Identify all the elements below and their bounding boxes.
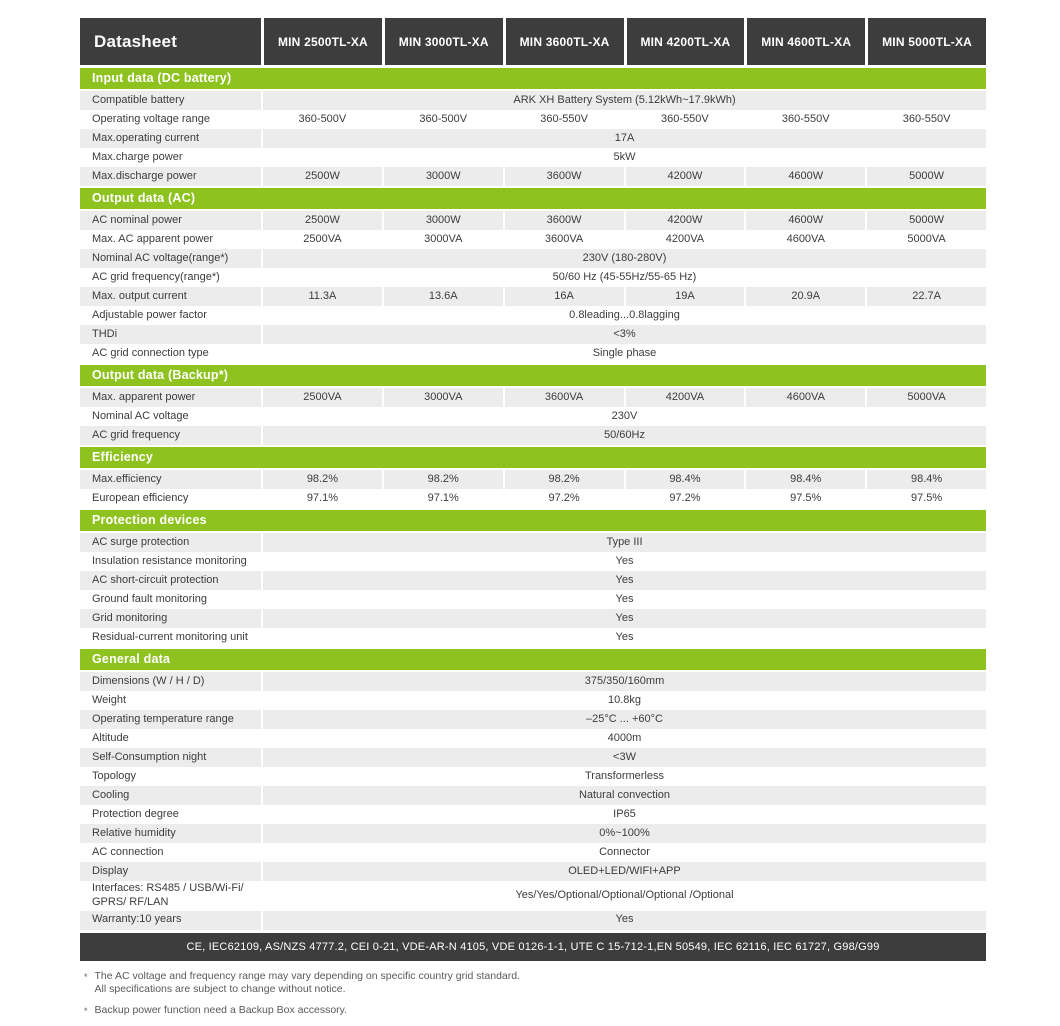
spec-value: 4200W [626,211,745,230]
spec-label: Adjustable power factor [92,308,207,321]
spec-label: Compatible battery [80,91,261,110]
table-row [80,881,986,911]
table-row [80,672,986,691]
section-header: Input data (DC battery) [80,68,986,89]
table-row [80,533,986,552]
asterisk-marker: * [84,971,88,982]
spec-value: 22.7A [867,287,986,306]
spec-value: 97.1% [427,491,459,504]
datasheet-table [80,18,986,1026]
table-row [80,824,986,843]
spec-value: 13.6A [384,287,503,306]
spec-value: 98.4% [626,470,745,489]
spec-value-span: 10.8kg [607,693,642,706]
table-row [80,590,986,609]
spec-value: 98.2% [505,470,624,489]
table-row [80,805,986,824]
model-header-cell: MIN 4600TL-XA [747,18,865,65]
model-header-cell: MIN 2500TL-XA [264,18,382,65]
spec-value: 4200VA [665,232,705,245]
table-row [80,426,986,445]
footnote-lines [95,1004,348,1018]
model-header-cell: MIN 3000TL-XA [385,18,503,65]
spec-label: Relative humidity [80,824,261,843]
table-row [80,407,986,426]
spec-value-span: Yes [263,911,986,930]
spec-value-span: –25°C ... +60°C [263,710,986,729]
spec-label: AC connection [92,845,164,858]
spec-label: Max.operating current [80,129,261,148]
spec-label: Max.charge power [92,150,183,163]
spec-value: 5000W [867,167,986,186]
spec-value: 16A [505,287,624,306]
spec-label: AC grid connection type [92,346,209,359]
table-row [80,306,986,325]
spec-value: 3600W [505,211,624,230]
datasheet-title: Datasheet [80,18,261,65]
spec-label: Operating voltage range [92,112,211,125]
spec-label: AC grid frequency [80,426,261,445]
spec-label: Warranty:10 years [80,911,261,930]
spec-label: Operating temperature range [80,710,261,729]
spec-value: 3000W [384,211,503,230]
table-row [80,552,986,571]
spec-value: 2500VA [303,232,342,245]
spec-value-span: 230V (180-280V) [263,249,986,268]
spec-label: Self-Consumption night [80,748,261,767]
spec-value: 98.2% [263,470,382,489]
spec-value: 4600VA [786,232,825,245]
spec-value: 3000VA [384,388,503,407]
table-header [80,18,986,65]
table-row [80,268,986,287]
table-row [80,230,986,249]
spec-label: AC short-circuit protection [80,571,261,590]
spec-label: Grid monitoring [80,609,261,628]
spec-value: 3600W [505,167,624,186]
spec-value: 3600VA [505,388,624,407]
spec-label: Max. output current [80,287,261,306]
spec-label: Cooling [80,786,261,805]
section-header: Protection devices [80,510,986,531]
spec-value: 97.2% [548,491,580,504]
spec-value: 3000VA [424,232,463,245]
spec-value: 360-550V [661,112,709,125]
spec-value: 20.9A [746,287,865,306]
table-row [80,767,986,786]
footnote-line: The AC voltage and frequency range may vary depending on specific country grid standard. [94,969,521,982]
spec-value-span: <3% [263,325,986,344]
spec-value-span: Transformerless [584,769,665,782]
spec-value-span: Yes/Yes/Optional/Optional/Optional /Optional [515,888,734,901]
spec-label: European efficiency [92,491,189,504]
footnote [84,1004,986,1018]
table-row [80,748,986,767]
spec-value-span: <3W [263,748,986,767]
spec-label: Weight [92,693,127,706]
spec-label: Max. AC apparent power [92,232,214,245]
table-body [80,68,986,930]
spec-label: AC surge protection [80,533,261,552]
certifications-band: CE, IEC62109, AS/NZS 4777.2, CEI 0-21, VDE-AR-N 4105, VDE 0126-1-1, UTE C 15-712-1,EN 50549, IEC 62116, IEC 61727, G98/G99 [80,933,986,961]
spec-value: 97.5% [790,491,822,504]
spec-label: Interfaces: RS485 / USB/Wi-Fi/ GPRS/ RF/LAN [92,882,244,908]
table-row [80,729,986,748]
table-row [80,862,986,881]
spec-value-span: Type III [263,533,986,552]
spec-label: Topology [92,769,137,782]
spec-value-span: 17A [263,129,986,148]
spec-value: 2500W [263,211,382,230]
spec-value: 98.4% [746,470,865,489]
spec-label: Altitude [92,731,129,744]
footnote-lines [95,970,521,996]
spec-value: 4200W [626,167,745,186]
spec-label: Nominal AC voltage(range*) [80,249,261,268]
spec-value-span: Connector [599,845,650,858]
table-row [80,710,986,729]
spec-value: 5000VA [867,388,986,407]
table-row [80,287,986,306]
table-row [80,786,986,805]
spec-value-span: ARK XH Battery System (5.12kWh~17.9kWh) [263,91,986,110]
table-row [80,249,986,268]
spec-value-span: 230V [611,409,638,422]
spec-label: Dimensions (W / H / D) [80,672,261,691]
spec-value: 5000VA [907,232,946,245]
spec-value: 5000W [867,211,986,230]
spec-label: Residual-current monitoring unit [92,630,248,643]
table-row [80,571,986,590]
table-row [80,911,986,930]
spec-value: 11.3A [263,287,382,306]
spec-value-span: OLED+LED/WIFI+APP [263,862,986,881]
table-row [80,489,986,508]
spec-label: Protection degree [92,807,179,820]
table-row [80,325,986,344]
spec-value: 360-550V [781,112,830,125]
footnote-line: All specifications are subject to change without notice. [94,982,346,995]
spec-label: Nominal AC voltage [92,409,189,422]
spec-value: 360-550V [540,112,588,125]
spec-value: 360-500V [419,112,468,125]
table-row [80,628,986,647]
spec-value-span: IP65 [613,807,636,820]
table-row [80,167,986,186]
section-header: Output data (AC) [80,188,986,209]
table-row [80,388,986,407]
spec-value: 97.5% [910,491,943,504]
spec-value: 2500VA [263,388,382,407]
spec-value-span: Single phase [592,346,657,359]
spec-label: THDi [80,325,261,344]
footnote-line: Backup power function need a Backup Box accessory. [94,1003,348,1016]
spec-value-span: 50/60Hz [263,426,986,445]
spec-value: 4200VA [626,388,745,407]
table-row [80,609,986,628]
table-row [80,91,986,110]
spec-label: Max.discharge power [80,167,261,186]
section-header: General data [80,649,986,670]
table-row [80,129,986,148]
table-row [80,110,986,129]
spec-value: 97.2% [669,491,701,504]
asterisk-marker: * [84,1005,88,1016]
spec-value: 360-550V [902,112,951,125]
spec-label: Max. apparent power [80,388,261,407]
spec-value: 3000W [384,167,503,186]
footnote [84,970,986,996]
spec-value-span: 0%~100% [263,824,986,843]
spec-value-span: 0.8leading...0.8lagging [569,308,680,321]
spec-value: 98.4% [867,470,986,489]
spec-value-span: Yes [615,630,634,643]
section-header: Efficiency [80,447,986,468]
spec-label: Display [80,862,261,881]
spec-value: 3600VA [544,232,584,245]
spec-value: 19A [626,287,745,306]
spec-value-span: 50/60 Hz (45-55Hz/55-65 Hz) [552,270,697,283]
table-row [80,843,986,862]
spec-value: 4600W [746,211,865,230]
spec-value-span: Natural convection [263,786,986,805]
spec-label: Max.efficiency [80,470,261,489]
spec-label: Ground fault monitoring [92,592,207,605]
table-row [80,148,986,167]
model-header-cell: MIN 4200TL-XA [627,18,745,65]
table-row [80,691,986,710]
table-row [80,470,986,489]
spec-value: 97.1% [306,491,339,504]
spec-value: 2500W [263,167,382,186]
table-row [80,211,986,230]
spec-value: 4600W [746,167,865,186]
spec-value-span: Yes [615,554,634,567]
section-header: Output data (Backup*) [80,365,986,386]
spec-value: 98.2% [384,470,503,489]
spec-label: AC grid frequency(range*) [92,270,220,283]
spec-label: AC nominal power [80,211,261,230]
table-row [80,344,986,363]
spec-value-span: Yes [615,592,634,605]
footnotes [80,970,986,1018]
spec-value: 4600VA [746,388,865,407]
spec-value-span: 375/350/160mm [263,672,986,691]
spec-value-span: Yes [263,571,986,590]
spec-value-span: 5kW [613,150,636,163]
model-header-cell: MIN 5000TL-XA [868,18,986,65]
model-header-cell: MIN 3600TL-XA [506,18,624,65]
spec-value: 360-500V [298,112,347,125]
spec-value-span: Yes [263,609,986,628]
spec-label: Insulation resistance monitoring [92,554,247,567]
spec-value-span: 4000m [607,731,642,744]
